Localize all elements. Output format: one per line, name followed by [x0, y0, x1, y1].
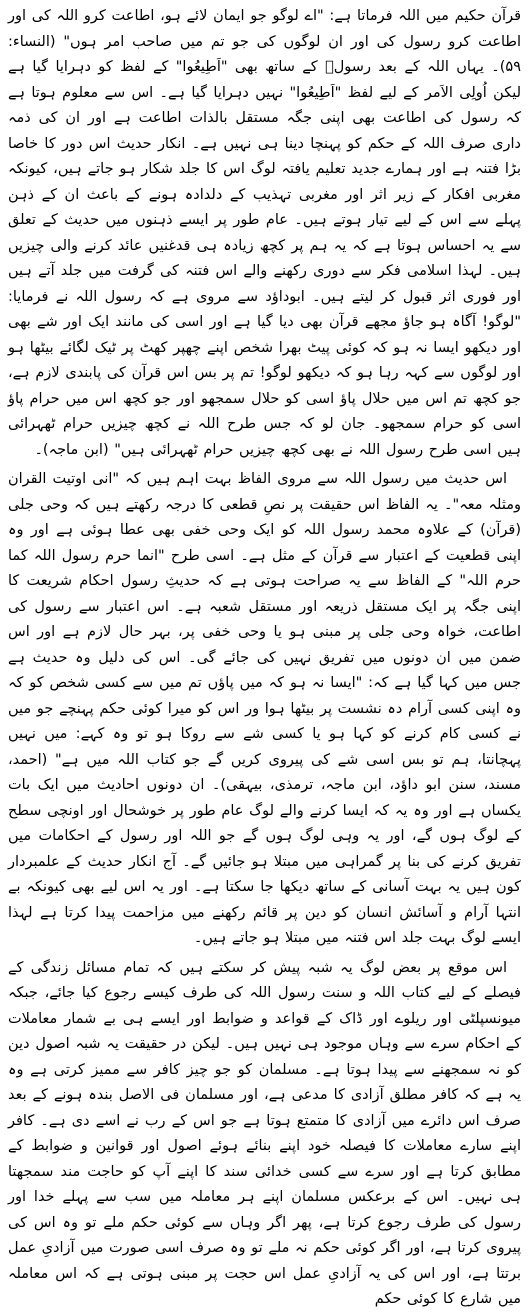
- paragraph-1: قرآن حکیم میں اللہ فرماتا ہے: "اے لوگو جو ایمان لائے ہو، اطاعت کرو اللہ کی اور اطاعت کرو رسول کی اور ان لوگوں کی جو تم میں صاحب امر ہوں" (النساء: ۵۹)۔ یہاں اللہ کے بعد رسولؐ کے ساتھ بھی "اَطِیعُوا" کے لفظ کو دہرایا گیا ہے لیکن اُولِی الاَمر کے لیے لفظ "اَطِیعُوا" نہیں دہرایا گیا ہے۔ اس سے معلوم ہوتا ہے کہ رسول کی اطاعت بھی اپنی جگہ مستقل بالذات اطاعت ہے اور ان کی ذمہ داری صرف اللہ کے حکم کو پہنچا دینا ہی نہیں ہے۔ انکار حدیث اس دور کا خاصا بڑا فتنہ ہے اور ہمارے جدید تعلیم یافتہ لوگ اس کا جلد شکار ہو جاتے ہیں، کیونکہ مغربی افکار کے زیر اثر اور مغربی تہذیب کے دلدادہ ہونے کے باعث ان کے ذہن پہلے سے اس کے لیے تیار ہوتے ہیں۔ عام طور پر ایسے ذہنوں میں حدیث کے تعلق سے یہ احساس ہوتا ہے کہ یہ ہم پر کچھ زیادہ ہی قدغنیں عائد کرنے والی چیزیں ہیں۔ لہذا اسلامی فکر سے دوری رکھنے والے اس فتنہ کی گرفت میں جلد آتے ہیں اور فوری اثر قبول کر لیتے ہیں۔ ابوداؤد سے مروی ہے کہ رسول اللہ نے فرمایا: "لوگو! آگاہ ہو جاؤ مجھے قرآن بھی دیا گیا ہے اور اسی کی مانند ایک اور شے بھی اور دیکھو ایسا نہ ہو کہ کوئی پیٹ بھرا شخص اپنے چھپر کھٹ پر ٹیک لگائے بیٹھا ہو اور لوگوں سے کہہ رہا ہو کہ دیکھو لوگو! تم پر بس اس قرآن کی پابندی لازم ہے، جو کچھ تم اس میں حلال پاؤ اسی کو حلال سمجھو اور جو کچھ اس میں حرام پاؤ اسی کو حرام سمجھو۔ جان لو کہ جس طرح اللہ نے کچھ چیزیں حرام ٹھہرائی ہیں اسی طرح رسول اللہ نے بھی کچھ چیزیں حرام ٹھہرائی ہیں" (ابن ماجہ)۔: [8, 8, 521, 458]
- paragraph-3: اس موقع پر بعض لوگ یہ شبہ پیش کر سکتے ہیں کہ تمام مسائل زندگی کے فیصلے کے لیے کتاب اللہ و سنت رسول اللہ کی طرف کیسے رجوع کیا جائے، جبکہ میونسپلٹی اور ریلوے اور ڈاک کے قواعد و ضوابط اور ایسے ہی بے شمار معاملات کے احکام سرے سے وہاں موجود ہی نہیں ہیں۔ لیکن در حقیقت یہ شبہ اصول دین کو نہ سمجھنے سے پیدا ہوتا ہے۔ مسلمان کو جو چیز کافر سے ممیز کرتی ہے وہ یہ ہے کہ کافر مطلق آزادی کا مدعی ہے، اور مسلمان فی الاصل بندہ ہونے کے بعد صرف اس دائرے میں آزادی کا متمتع ہوتا ہے جو اس کے رب نے اسے دی ہے۔ کافر اپنے سارے معاملات کا فیصلہ خود اپنے بنائے ہوئے اصول اور قوانین و ضوابط کے مطابق کرتا ہے اور سرے سے کسی خدائی سند کا اپنے آپ کو حاجت مند سمجھتا ہی نہیں۔ اس کے برعکس مسلمان اپنے ہر معاملہ میں سب سے پہلے خدا اور رسول کی طرف رجوع کرتا ہے، پھر اگر وہاں سے کوئی حکم ملے تو وہ اس کی پیروی کرتا ہے، اور اگر کوئی حکم نہ ملے تو وہ صرف اسی صورت میں آزادیِ عمل برتتا ہے، اور اس کی یہ آزادیِ عمل اس حجت پر مبنی ہوتی ہے کہ اس معاملہ میں شارع کا کوئی حکم: [8, 959, 521, 1307]
- paragraph-2: اس حدیث میں رسول اللہ سے مروی الفاظ بہت اہم ہیں کہ "انی اوتیت القران ومثلہ معہ"۔ یہ الفاظ اس حقیقت پر نصِ قطعی کا درجہ رکھتے ہیں کہ وحی جلی (قرآن) کے علاوہ محمد رسول اللہ کو ایک وحی خفی بھی عطا ہوئی ہے اور وہ اپنی قطعیت کے اعتبار سے قرآن کے مثل ہے۔ اسی طرح "انما حرم رسول اللہ کما حرم اللہ" کے الفاظ سے یہ صراحت ہوتی ہے کہ حدیثِ رسول احکام شریعت کا اپنی جگہ پر ایک مستقل ذریعہ اور مستقل شعبہ ہے۔ اس اعتبار سے رسول کی اطاعت، خواہ وحی جلی پر مبنی ہو یا وحی خفی پر، بہر حال لازم ہے اور اس ضمن میں ان دونوں میں تفریق نہیں کی جائے گی۔ اس کی دلیل وہ حدیث ہے جس میں کہا گیا ہے کہ: "ایسا نہ ہو کہ میں پاؤں تم میں سے کسی شخص کو کہ وہ اپنی کسی آرام دہ نشست پر بیٹھا ہوا ور اس کو میرا کوئی حکم پہنچے جو میں نے کسی کام کرنے کو کہا ہو یا کسی شے سے روکا ہو تو وہ کہے: میں نہیں پہچانتا، ہم تو بس اسی شے کی پیروی کریں گے جو کتاب اللہ میں ہے" (احمد، مسند، سنن ابو داؤد، ابن ماجہ، ترمذی، بیہقی)۔ ان دونوں احادیث میں ایک بات یکساں ہے اور وہ یہ کہ ایسا کرنے والے لوگ عام طور پر خوشحال اور اونچی سطح کے لوگ ہوں گے، اور یہ وہی لوگ ہوں گے جو اللہ اور رسول کے احکامات میں تفریق کرنے کی بنا پر گمراہی میں مبتلا ہو جائیں گے۔ آج انکار حدیث کے علمبردار کون ہیں یہ بہت آسانی کے ساتھ دیکھا جا سکتا ہے۔ اور یہ اس لیے بھی کیونکہ بے انتہا آرام و آسائش انسان کو دین پر قائم رکھنے میں مزاحمت پیدا کرتا ہے لہذا ایسے لوگ بہت جلد اس فتنہ میں مبتلا ہو جاتے ہیں۔: [8, 471, 521, 946]
